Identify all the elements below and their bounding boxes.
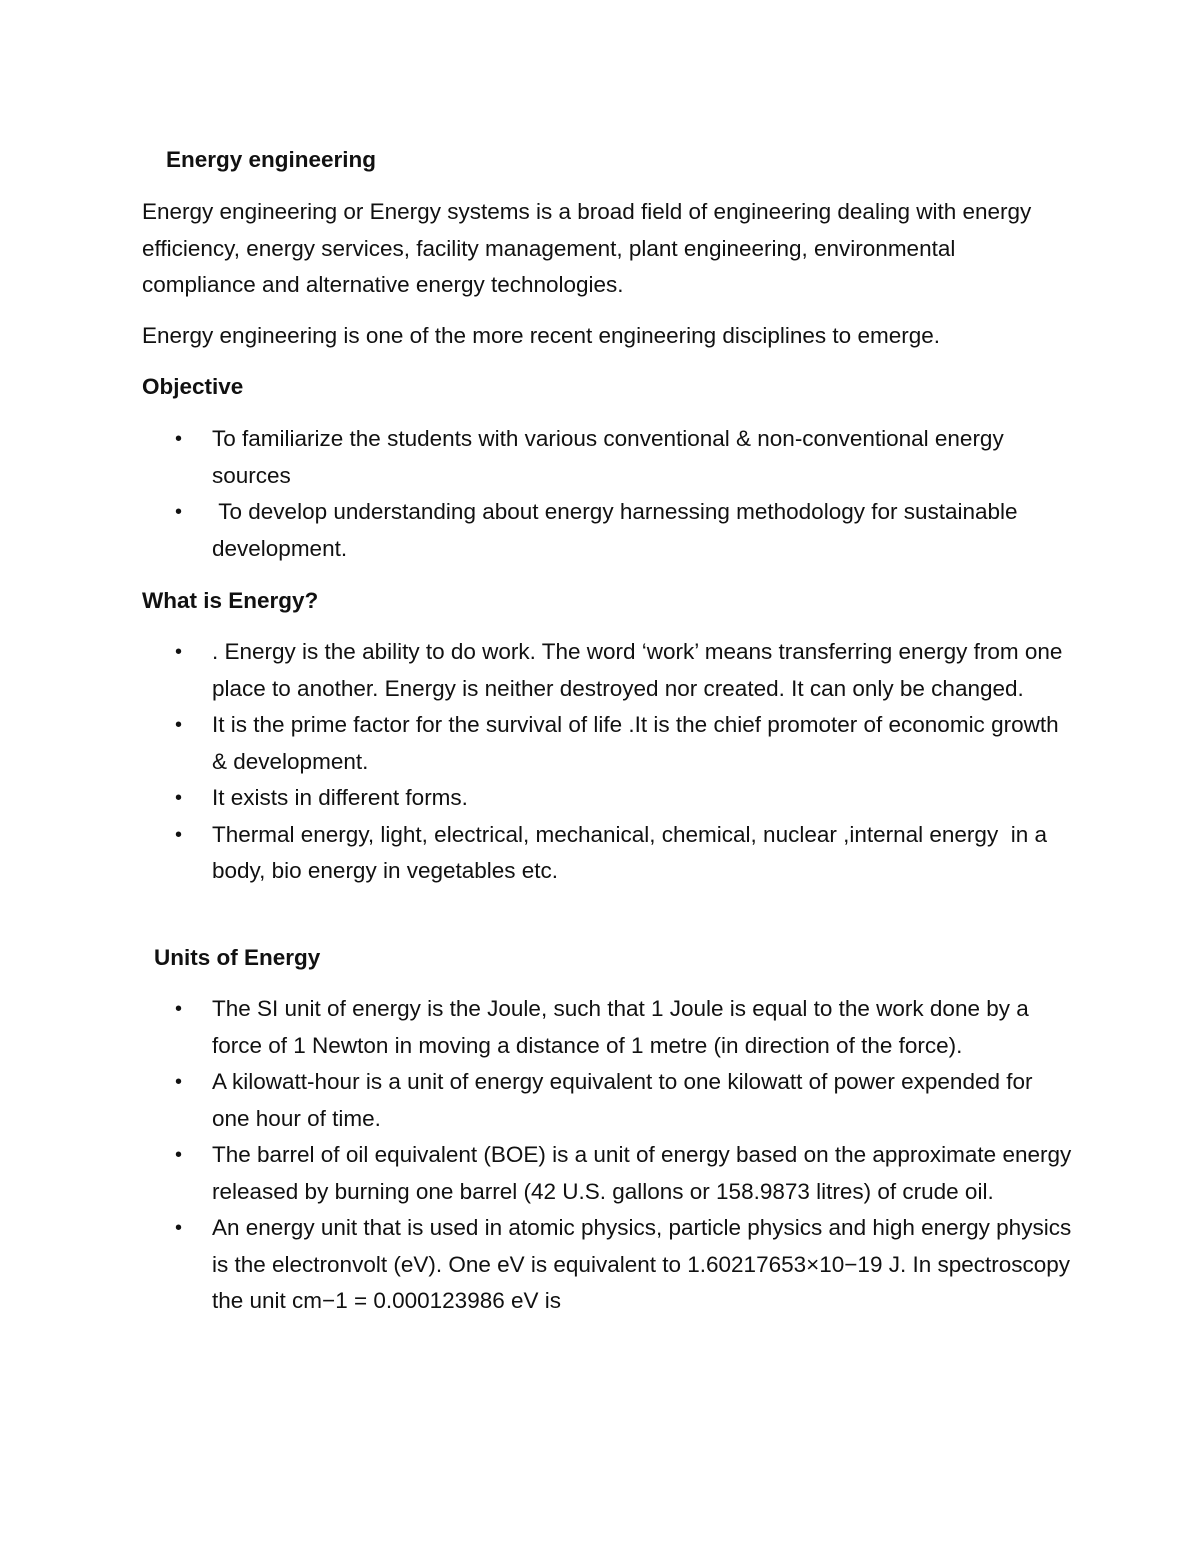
list-item [142,494,1072,567]
bullet-icon: • [175,641,183,663]
list-item-text: An energy unit that is used in atomic physics, particle physics and high energy physics is the electronvolt (eV). One eV is equivalent to 1.60217653×10−19 J. In spectroscopy the unit cm−1 = 0.000123986 eV is [212,1215,1072,1313]
list-item-text: Thermal energy, light, electrical, mechanical, chemical, nuclear ,internal energy in a body, bio energy in vegetables etc. [212,821,1054,883]
what-is-energy-heading: What is Energy? [142,588,319,613]
bullet-icon: • [175,998,183,1020]
what-is-energy-list [142,634,1072,890]
bullet-icon: • [175,428,183,450]
list-item-text: The SI unit of energy is the Joule, such that 1 Joule is equal to the work done by a force of 1 Newton in moving a distance of 1 metre (in direction of the force). [212,996,1029,1058]
intro-paragraph-2: Energy engineering is one of the more recent engineering disciplines to emerge. [142,323,940,348]
list-item [142,707,1072,780]
list-item-text: . Energy is the ability to do work. The word ‘work’ means transferring energy from one place to another. Energy is neither destroyed nor created. It can only be changed. [212,639,1063,701]
objective-list [142,421,1072,567]
bullet-icon: • [175,787,183,809]
list-item [142,991,1072,1064]
list-item [142,817,1072,890]
list-item-text: To develop understanding about energy harnessing methodology for sustainable development. [212,499,1024,561]
list-item-text: It is the prime factor for the survival of life .It is the chief promoter of economic growth & development. [212,712,1059,774]
list-item [142,1137,1072,1210]
list-item [142,1210,1072,1320]
bullet-icon: • [175,714,183,736]
bullet-icon: • [175,1217,183,1239]
bullet-icon: • [175,501,183,523]
units-of-energy-heading: Units of Energy [154,945,321,970]
bullet-icon: • [175,1071,183,1093]
list-item [142,421,1072,494]
bullet-icon: • [175,823,183,846]
list-item-text: It exists in different forms. [212,785,468,810]
objective-heading: Objective [142,374,244,399]
list-item [142,634,1072,707]
list-item-text: A kilowatt-hour is a unit of energy equivalent to one kilowatt of power expended for one hour of time. [212,1069,1033,1131]
list-item-text: To familiarize the students with various conventional & non-conventional energy sources [212,426,1004,488]
document-title: Energy engineering [166,147,377,172]
units-of-energy-list [142,991,1072,1320]
intro-paragraph-1: Energy engineering or Energy systems is a broad field of engineering dealing with energy efficiency, energy services, facility management, plant engineering, environmental compliance and alternative energy technologies. [142,199,1032,297]
list-item [142,1064,1072,1137]
bullet-icon: • [175,1144,183,1166]
list-item-text: The barrel of oil equivalent (BOE) is a unit of energy based on the approximate energy released by burning one barrel (42 U.S. gallons or 158.9873 litres) of crude oil. [212,1142,1072,1204]
list-item [142,780,1072,817]
